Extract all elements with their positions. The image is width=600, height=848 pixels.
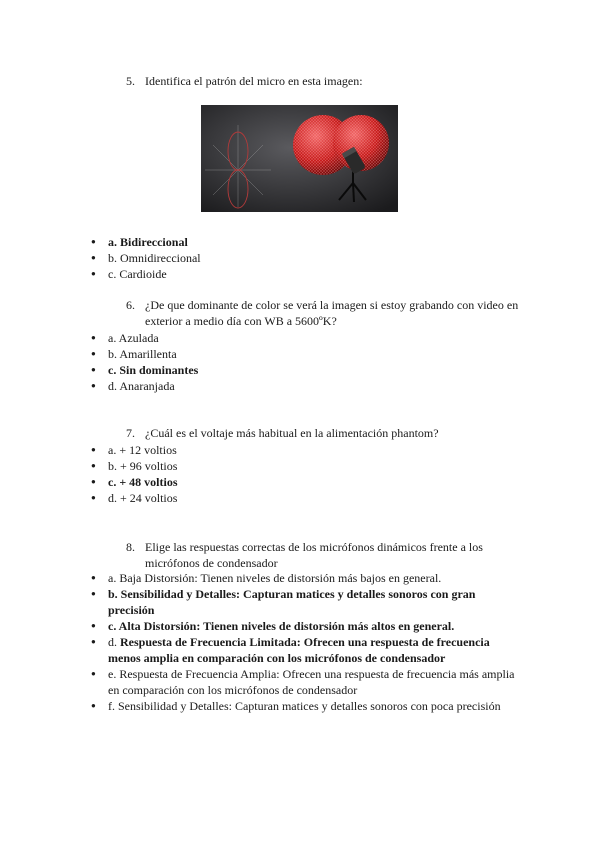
answer-a: ● a. Baja Distorsión: Tienen niveles de distorsión más bajos en general. <box>91 570 531 586</box>
answer-c: ● c. Sin dominantes <box>91 362 198 378</box>
answers-q6 <box>91 330 198 394</box>
answer-e-line-1: e. Respuesta de Frecuencia Amplia: Ofrecen una respuesta de frecuencia más amplia <box>108 667 515 681</box>
question-text-line-1: ¿De que dominante de color se verá la imagen si estoy grabando con video en <box>145 298 519 312</box>
answer-c: ● c. Alta Distorsión: Tienen niveles de distorsión más altos en general. <box>91 618 531 634</box>
bidirectional-mic-image <box>201 105 398 212</box>
question-text-line-2: micrófonos de condensador <box>145 556 278 570</box>
question-5 <box>126 73 546 89</box>
answer-b <box>91 586 531 618</box>
answer-b: ● b. Amarillenta <box>91 346 198 362</box>
question-number: 7. <box>126 426 135 440</box>
answer-a: ● a. + 12 voltios <box>91 442 178 458</box>
answer-b: ● b. + 96 voltios <box>91 458 178 474</box>
question-number: 6. <box>126 298 135 312</box>
answer-c: ● c. + 48 voltios <box>91 474 178 490</box>
answer-a: ● a. Azulada <box>91 330 198 346</box>
answers-q5 <box>91 234 201 282</box>
answer-b-line-1: b. Sensibilidad y Detalles: Capturan matices y detalles sonoros con gran <box>108 587 476 601</box>
answer-c: ● c. Cardioide <box>91 266 201 282</box>
answer-d-line-2: menos amplia en comparación con los micrófonos de condensador <box>108 651 446 665</box>
answer-d-line-1: Respuesta de Frecuencia Limitada: Ofrecen una respuesta de frecuencia <box>120 635 490 649</box>
answers-q8 <box>91 570 531 714</box>
answer-d: ● d. Anaranjada <box>91 378 198 394</box>
question-number: 8. <box>126 540 135 554</box>
question-6 <box>126 297 546 329</box>
question-8 <box>126 539 546 571</box>
question-7 <box>126 425 546 441</box>
answer-e-line-2: en comparación con los micrófonos de condensador <box>108 683 358 697</box>
answer-d <box>91 634 531 666</box>
question-text: ¿Cuál es el voltaje más habitual en la alimentación phantom? <box>145 426 439 440</box>
question-text-line-1: Elige las respuestas correctas de los micrófonos dinámicos frente a los <box>145 540 483 554</box>
answer-b-line-2: precisión <box>108 603 155 617</box>
question-text: Identifica el patrón del micro en esta imagen: <box>145 74 363 88</box>
answer-e <box>91 666 531 698</box>
answers-q7 <box>91 442 178 506</box>
answer-b: ● b. Omnidireccional <box>91 250 201 266</box>
question-number: 5. <box>126 74 135 88</box>
answer-f: ● f. Sensibilidad y Detalles: Capturan matices y detalles sonoros con poca precisión <box>91 698 531 714</box>
question-text-line-2: exterior a medio día con WB a 5600ºK? <box>145 314 337 328</box>
answer-d-prefix: d. <box>108 635 117 649</box>
answer-a: ● a. Bidireccional <box>91 234 201 250</box>
answer-d: ● d. + 24 voltios <box>91 490 178 506</box>
